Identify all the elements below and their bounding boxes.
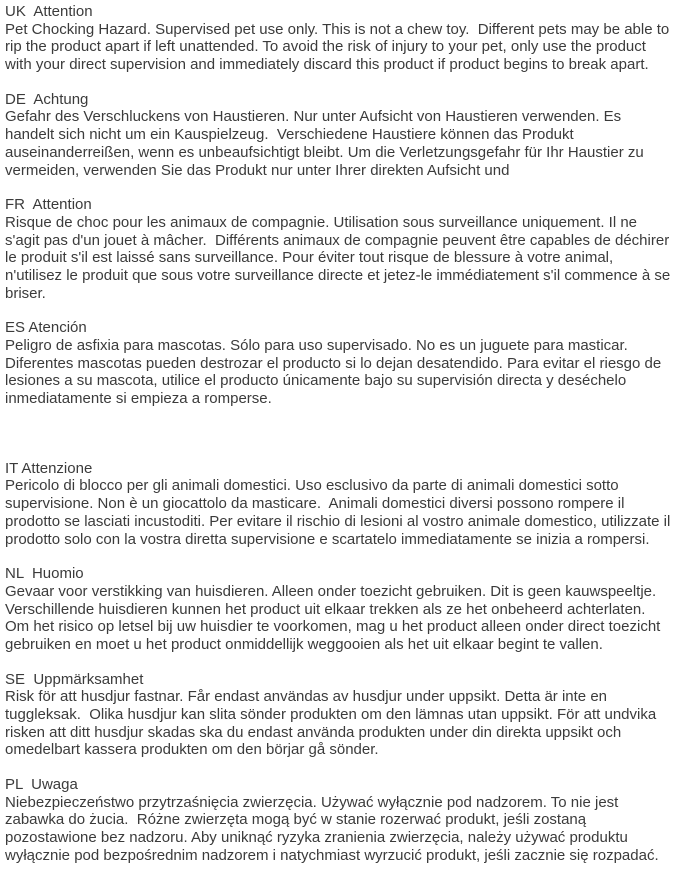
warning-section-se — [5, 671, 673, 759]
section-heading-it: IT Attenzione — [5, 459, 93, 477]
warning-section-pl — [5, 776, 673, 864]
section-body-it: Pericolo di blocco per gli animali domestici. Uso esclusivo da parte di animali domestici sotto supervisione. Non è un giocattolo da masticare. Animali domestici diversi possono rompere il prodotto se lasciati incustoditi. Per evitare il rischio di lesioni al vostro animale domestico, utilizzate il prodotto solo con la vostra diretta supervisione e scartatelo immediatamente se inizia a rompersi. — [5, 477, 675, 548]
section-body-uk: Pet Chocking Hazard. Supervised pet use only. This is not a chew toy. Different pets may be able to rip the product apart if left unattended. To avoid the risk of injury to your pet, only use the product with your direct supervision and immediately discard this product if product begins to break apart. — [5, 20, 674, 74]
warning-section-it — [5, 460, 673, 548]
section-body-es: Peligro de asfixia para mascotas. Sólo para uso supervisado. No es un juguete para masticar. Diferentes mascotas pueden destrozar el producto si lo dejan desatendido. Para evitar el riesgo de lesiones a su mascota, utilice el producto únicamente bajo su supervisión directa y deséchelo inmediatamente si empieza a romperse. — [5, 337, 666, 408]
warning-section-es — [5, 319, 673, 407]
section-heading-de: DE Achtung — [5, 90, 89, 108]
section-heading-uk: UK Attention — [5, 3, 93, 20]
warning-section-uk — [5, 3, 673, 74]
section-body-pl: Niebezpieczeństwo przytrzaśnięcia zwierzęcia. Używać wyłącznie pod nadzorem. To nie jest zabawka do żucia. Różne zwierzęta mogą być w stanie rozerwać produkt, jeśli zostaną pozostawione bez nadzoru. Aby uniknąć ryzyka zranienia zwierzęcia, należy używać produktu wyłącznie pod bezpośrednim nadzorem i natychmiast wyrzucić produkt, jeśli zacznie się rozpadać. — [5, 793, 659, 864]
warning-section-fr — [5, 196, 673, 302]
section-heading-fr: FR Attention — [5, 196, 92, 214]
section-heading-pl: PL Uwaga — [5, 776, 78, 794]
warning-section-de — [5, 91, 673, 179]
section-body-nl: Gevaar voor verstikking van huisdieren. Alleen onder toezicht gebruiken. Dit is geen kauwspeeltje. Verschillende huisdieren kunnen het product uit elkaar trekken als ze het onbeheerd achterlaten. Om het risico op letsel bij uw huisdier te voorkomen, mag u het product alleen onder direct toezicht gebruiken en moet u het product onmiddellijk weggooien als het uit elkaar begint te vallen. — [5, 582, 665, 653]
section-heading-se: SE Uppmärksamhet — [5, 670, 144, 688]
section-heading-nl: NL Huomio — [5, 565, 84, 583]
section-body-fr: Risque de choc pour les animaux de compagnie. Utilisation sous surveillance uniquement. Il ne s'agit pas d'un jouet à mâcher. Différents animaux de compagnie peuvent être capables de déchirer le produit s'il est laissé sans surveillance. Pour éviter tout risque de blessure à votre animal, n'utilisez le produit que sous votre surveillance directe et jetez-le immédiatement s'il commence à se briser. — [5, 213, 675, 302]
section-body-de: Gefahr des Verschluckens von Haustieren. Nur unter Aufsicht von Haustieren verwenden. Es handelt sich nicht um ein Kauspielzeug. Verschiedene Haustiere können das Produkt auseinanderreißen, wenn es unbeaufsichtigt bleibt. Um die Verletzungsgefahr für Ihr Haustier zu vermeiden, verwenden Sie das Produkt nur unter Ihrer direkten Aufsicht und — [5, 108, 648, 179]
warning-section-nl — [5, 565, 673, 653]
section-heading-es: ES Atención — [5, 319, 87, 337]
section-body-se: Risk för att husdjur fastnar. Får endast användas av husdjur under uppsikt. Detta är inte en tuggleksak. Olika husdjur kan slita sönder produkten om den lämnas utan uppsikt. För att undvika risken att ditt husdjur skadas ska du endast använda produkten under din direkta uppsikt och omedelbart kassera produkten om den börjar gå sönder. — [5, 688, 661, 759]
